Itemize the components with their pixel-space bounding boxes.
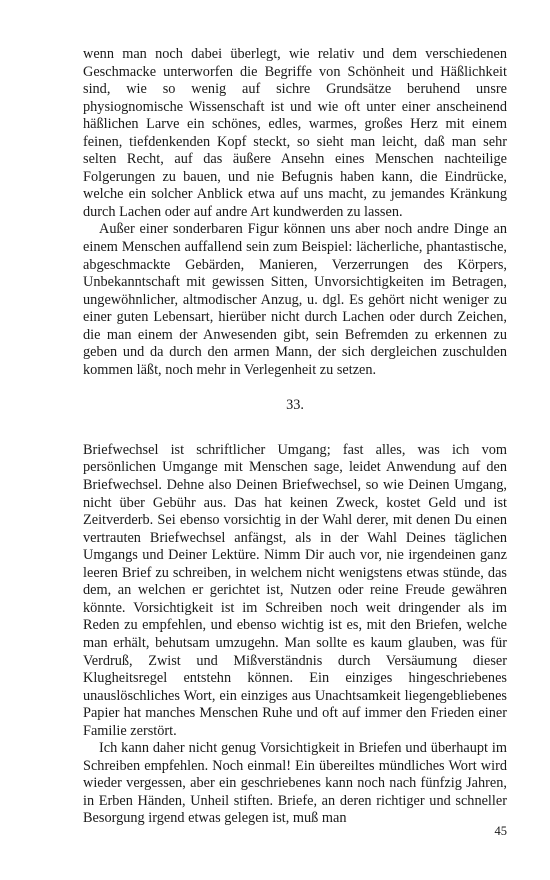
paragraph-correspondence: Briefwechsel ist schriftlicher Umgang; fast alles, was ich vom persönlichen Umgange mit Menschen sage, leidet Anwendung auf den Briefwechsel. Dehne also Deinen Briefwechsel, so wie Deinen Umgang, nicht über Gebühr aus. Das hat keinen Zweck, kostet Geld und ist Zeitverderb. Sei ebenso vorsichtig in der Wahl derer, mit denen Du einen vertrauten Briefwechsel anfängst, als in der Wahl Deines täglichen Umgangs und Deiner Lektüre. Nimm Dir auch vor, nie irgendeinen ganz leeren Brief zu schreiben, in welchem nicht wenigstens etwas stünde, das dem, an welchen er gerichtet ist, Nutzen oder reine Freude gewähren könnte. Vorsichtigkeit ist im Schreiben noch weit dringender als im Reden zu empfehlen, und ebenso wichtig ist es, mit den Briefen, welche man erhält, behutsam umzugehn. Man sollte es kaum glauben, was für Verdruß, Zwist und Mißverständnis durch Versäumung dieser Klugheitsregel entstehn können. Ein einziges hingeschriebenes unauslöschliches Wort, ein einziges aus Unachtsamkeit liegengebliebenes Papier hat manches Menschen Ruhe und oft auf immer den Frieden einer Familie zerstört.	[83, 441, 507, 739]
paragraph-continuation: wenn man noch dabei überlegt, wie relativ und dem verschiedenen Geschmacke unterworfen die Begriffe von Schönheit und Häßlichkeit sind, wie so wenig auf sichre Grundsätze beruhend unsre physiognomische Wissenschaft ist und wie oft unter einer anscheinend häßlichen Larve ein schönes, edles, warmes, großes Herz mit einem feinen, tiefdenkenden Kopf steckt, so sieht man leicht, daß man sehr selten Recht, auf das äußere Ansehn eines Menschen nachteilige Folgerungen zu bauen, und nie Befugnis haben kann, die Eindrücke, welche ein solcher Anblick etwa auf uns macht, zu jemandes Kränkung durch Lachen oder auf andre Art kundwerden zu lassen.	[83, 46, 507, 220]
paragraph-caution-writing: Ich kann daher nicht genug Vorsichtigkeit in Briefen und überhaupt im Schreiben empfehlen. Noch einmal! Ein übereiltes mündliches Wort wird wieder vergessen, aber ein geschriebenes kann noch nach fünfzig Jahren, in Erben Händen, Unheil stiften. Briefe, an deren richtiger und schneller Besorgung irgend etwas gelegen ist, muß man	[83, 740, 507, 827]
paragraph-peculiarities: Außer einer sonderbaren Figur können uns aber noch andre Dinge an einem Menschen auffallend sein zum Beispiel: lächerliche, phantastische, abgeschmackte Gebärden, Manieren, Verzerrungen des Körpers, Unbekanntschaft mit gewissen Sitten, Unvorsichtigkeiten im Betragen, ungewöhnlicher, altmodischer Anzug, u. dgl. Es gehört nicht weniger zu einer guten Lebensart, hierüber nicht durch Lachen oder durch Zeichen, die man einem der Anwesenden gibt, sein Befremden zu erkennen zu geben und da durch den armen Mann, der sich dergleichen zuschulden kommen läßt, noch mehr in Verlegenheit zu setzen.	[83, 221, 507, 378]
page-number: 45	[494, 824, 507, 838]
page-body	[83, 46, 507, 828]
section-number: 33.	[286, 397, 304, 414]
